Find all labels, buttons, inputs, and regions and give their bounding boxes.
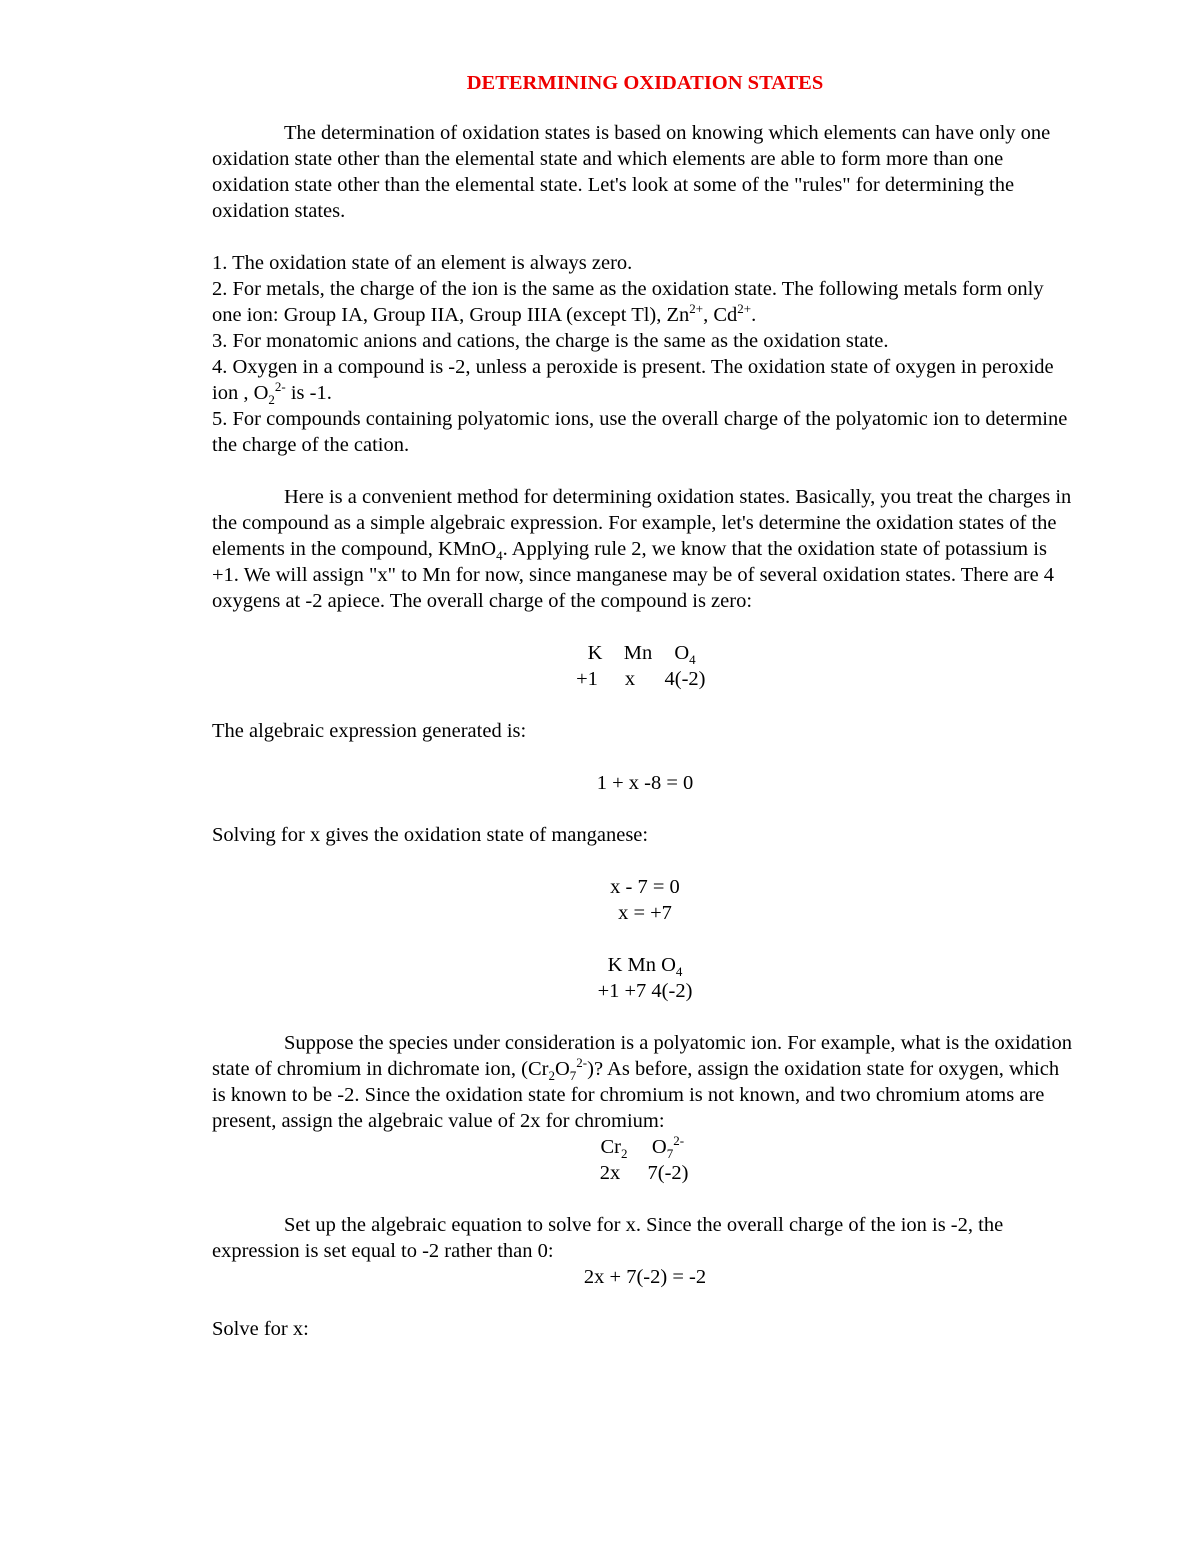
rule-2-cd: , Cd	[703, 304, 738, 326]
document-page	[212, 70, 1072, 1342]
result-formula	[212, 952, 1072, 978]
value-o7: 7(-2)	[647, 1162, 689, 1184]
page-title: DETERMINING OXIDATION STATES	[466, 72, 824, 94]
kmno4-formula-row	[212, 640, 1072, 666]
spacer	[212, 796, 1072, 822]
o-subscript: 7	[569, 1068, 577, 1084]
method-paragraph	[212, 484, 1072, 614]
value-cr: 2x	[599, 1162, 621, 1184]
solve-x-label: Solve for x:	[212, 1318, 309, 1340]
formula-cr-symbol: Cr	[600, 1136, 621, 1158]
peroxide-charge: 2-	[274, 379, 286, 395]
rules-list	[212, 250, 1072, 458]
formula-k: K	[587, 642, 603, 664]
value-o: 4(-2)	[664, 668, 706, 690]
dichromate-formula-row	[212, 1134, 1072, 1160]
formula-mn: Mn	[623, 642, 653, 664]
spacer	[212, 614, 1072, 640]
dichromate-equation: 2x + 7(-2) = -2	[583, 1266, 707, 1288]
spacer	[212, 926, 1072, 952]
polyatomic-paragraph	[212, 1030, 1072, 1134]
spacer	[212, 224, 1072, 250]
spacer	[212, 1290, 1072, 1316]
spacer	[212, 744, 1072, 770]
rule-1: 1. The oxidation state of an element is always zero.	[212, 252, 633, 274]
value-k: +1	[576, 668, 598, 690]
formula-o7-subscript: 7	[666, 1146, 674, 1162]
formula-cr-subscript: 2	[621, 1146, 628, 1162]
poly-oxygen: O	[554, 1058, 570, 1080]
dichromate-charge: 2-	[576, 1055, 588, 1071]
formula-o-subscript: 4	[689, 652, 696, 668]
value-mn: x	[624, 668, 636, 690]
formula-o	[663, 640, 707, 666]
cd-charge: 2+	[737, 301, 752, 317]
setup-paragraph: Set up the algebraic equation to solve for x. Since the overall charge of the ion is -2, the expression is set equal to -2 rather than 0:	[212, 1214, 1004, 1262]
result-values: +1 +7 4(-2)	[597, 980, 693, 1002]
spacer	[212, 458, 1072, 484]
solve-line-1: x - 7 = 0	[610, 876, 680, 898]
formula-cr	[588, 1134, 640, 1160]
formula-o-symbol: O	[674, 642, 690, 664]
poly-text: Suppose the species under consideration is a polyatomic ion. For example, what is the oxidation state of chromium in dichromate ion, (Cr	[212, 1032, 1072, 1080]
result-formula-text: K Mn O	[607, 954, 676, 976]
rule-2-text: 2. For metals, the charge of the ion is the same as the oxidation state. The following metals form only one ion: Group IA, Group IIA, Group IIIA (except Tl), Zn	[212, 278, 1044, 326]
zn-charge: 2+	[689, 301, 704, 317]
formula-o7-symbol: O	[651, 1136, 667, 1158]
solve-line-2: x = +7	[618, 902, 672, 924]
spacer	[212, 1186, 1072, 1212]
cr-subscript: 2	[548, 1068, 555, 1084]
rule-2-end: .	[751, 304, 757, 326]
expression: 1 + x -8 = 0	[596, 772, 694, 794]
formula-o7	[640, 1134, 696, 1160]
rule-5: 5. For compounds containing polyatomic ions, use the overall charge of the polyatomic ion to determine the charge of the cation.	[212, 408, 1068, 456]
rule-4-end: is -1.	[285, 382, 332, 404]
solve-intro: Solving for x gives the oxidation state of manganese:	[212, 824, 649, 846]
method-text-cont: . Applying rule 2, we know that the oxidation state of potassium is +1. We will assign "x" to Mn for now, since manganese may be of several oxidation states. There are 4 oxygens at -2 apiece. The overall charge of the compound is zero:	[212, 538, 1055, 612]
spacer	[212, 692, 1072, 718]
poly-text-cont: )? As before, assign the oxidation state for oxygen, which is known to be -2. Since the oxidation state for chromium is not known, and two chromium atoms are present, assign the algebraic value of 2x for chromium:	[212, 1058, 1060, 1132]
spacer	[212, 848, 1072, 874]
intro-paragraph: The determination of oxidation states is based on knowing which elements can have only one oxidation state other than the elemental state and which elements are able to form more than one oxidation state other than the elemental state. Let's look at some of the "rules" for determining the oxidation states.	[212, 122, 1051, 222]
formula-o7-charge: 2-	[673, 1133, 685, 1149]
peroxide-subscript: 2	[268, 392, 275, 408]
rule-4	[212, 354, 1072, 406]
rule-3: 3. For monatomic anions and cations, the charge is the same as the oxidation state.	[212, 330, 889, 352]
dichromate-values-row	[212, 1160, 1072, 1186]
method-text: Here is a convenient method for determining oxidation states. Basically, you treat the charges in the compound as a simple algebraic expression. For example, let's determine the oxidation states of the elements in the compound, KMnO	[212, 486, 1072, 560]
spacer	[212, 1004, 1072, 1030]
rule-4-text: 4. Oxygen in a compound is -2, unless a peroxide is present. The oxidation state of oxygen in peroxide ion , O	[212, 356, 1054, 404]
kmno4-values-row	[212, 666, 1072, 692]
result-formula-subscript: 4	[675, 964, 683, 980]
expression-intro: The algebraic expression generated is:	[212, 720, 527, 742]
rule-2	[212, 276, 1072, 328]
kmno4-subscript: 4	[496, 548, 503, 564]
